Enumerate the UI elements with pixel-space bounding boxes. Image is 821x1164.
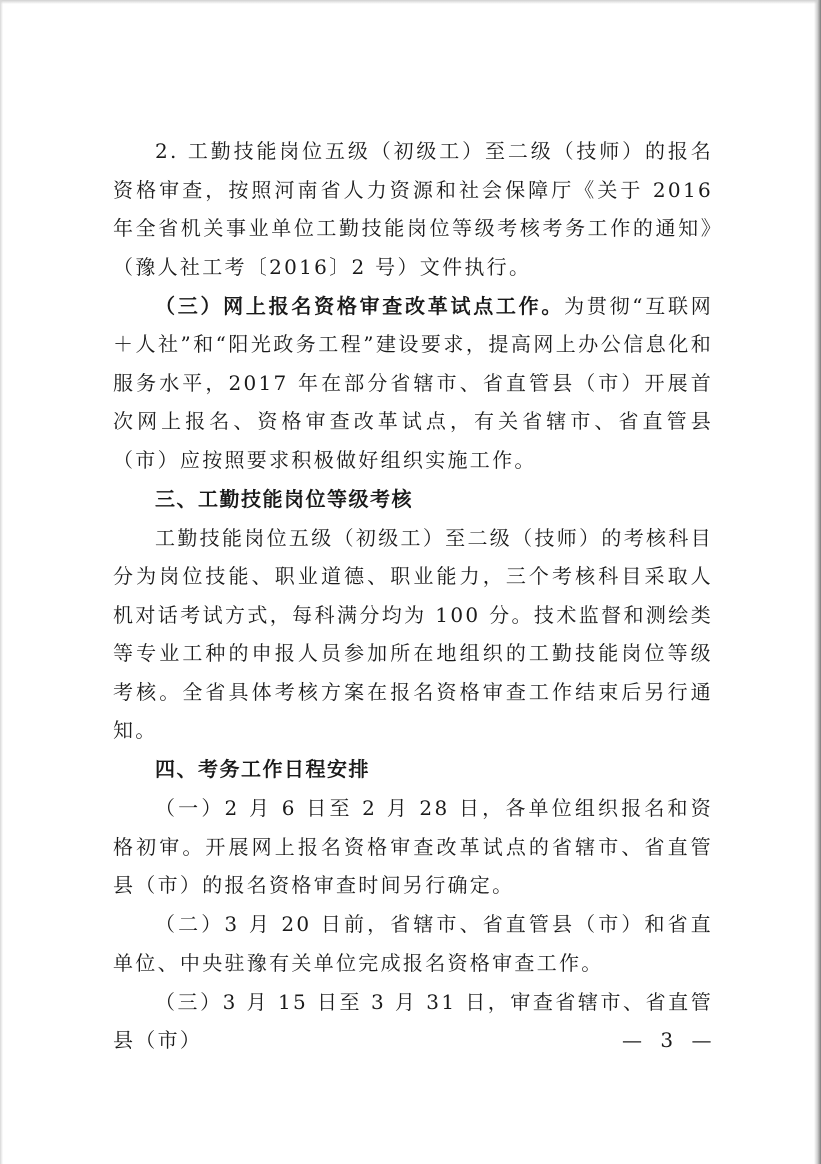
section-heading-4: 四、考务工作日程安排 xyxy=(155,757,370,781)
paragraph-schedule-1: （一）2 月 6 日至 2 月 28 日，各单位组织报名和资格初审。开展网上报名资格审查改革试点的省辖市、省直管县（市）的报名资格审查时间另行确定。 xyxy=(113,796,713,897)
paragraph-online-pilot xyxy=(113,287,713,480)
paragraph-schedule-2: （二）3 月 20 日前，省辖市、省直管县（市）和省直单位、中央驻豫有关单位完成报名资格审查工作。 xyxy=(113,912,713,975)
scan-edge-right xyxy=(814,0,821,1164)
paragraph-lead: （三）网上报名资格审查改革试点工作。 xyxy=(155,293,565,318)
scan-edge-top xyxy=(0,0,821,4)
paragraph-text: 为贯彻“互联网＋人社”和“阳光政务工程”建设要求，提高网上办公信息化和服务水平，2017 年在部分省辖市、省直管县（市）开展首次网上报名、资格审查改革试点，有关省辖市、省直管县（市）应按照要求积极做好组织实施工作。 xyxy=(113,293,714,472)
paragraph-item-2: 2. 工勤技能岗位五级（初级工）至二级（技师）的报名资格审查，按照河南省人力资源和社会保障厅《关于 2016 年全省机关事业单位工勤技能岗位等级考核考务工作的通知》（豫人社工考〔2016〕2 号）文件执行。 xyxy=(113,139,713,279)
section-heading-3: 三、工勤技能岗位等级考核 xyxy=(155,486,413,511)
page-number: — 3 — xyxy=(622,1028,718,1052)
paragraph-schedule-3: （三）3 月 15 日至 3 月 31 日，审查省辖市、省直管县（市） xyxy=(113,989,713,1052)
document-body xyxy=(113,132,713,1060)
paragraph-assessment: 工勤技能岗位五级（初级工）至二级（技师）的考核科目分为岗位技能、职业道德、职业能力，三个考核科目采取人机对话考试方式，每科满分均为 100 分。技术监督和测绘类等专业工种的申报人员参加所在地组织的工勤技能岗位等级考核。全省具体考核方案在报名资格审查工作结束后另行通知。 xyxy=(113,525,713,742)
scan-edge-left xyxy=(0,0,3,1164)
